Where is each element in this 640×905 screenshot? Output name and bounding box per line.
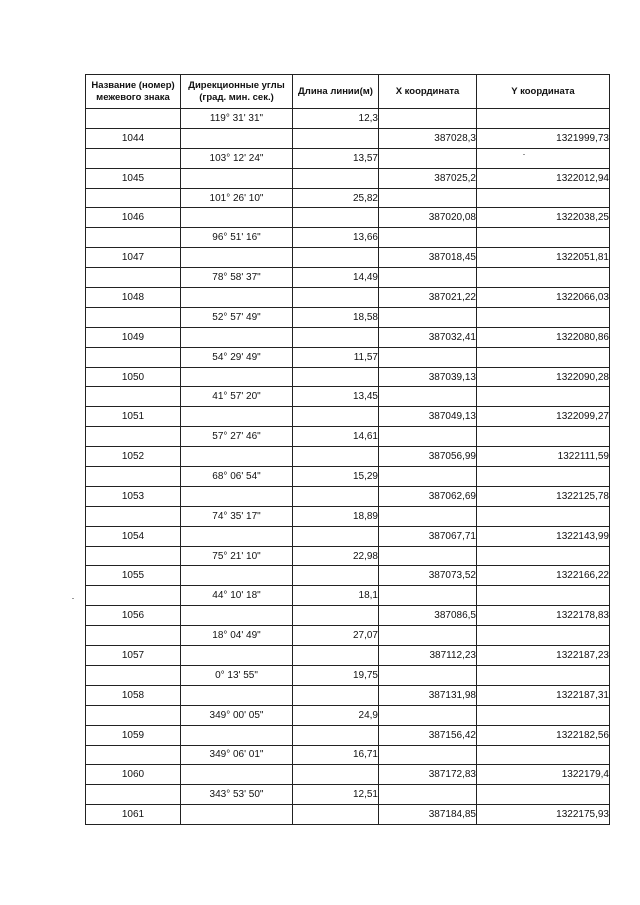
- y-coordinate-cell: 1322066,03: [477, 288, 610, 308]
- x-coordinate-cell: 387056,99: [379, 447, 477, 467]
- line-length-cell: [293, 288, 379, 308]
- line-length-cell: [293, 367, 379, 387]
- line-length-cell: 14,49: [293, 268, 379, 288]
- marker-name-cell: 1051: [86, 407, 181, 427]
- marker-name-cell: 1056: [86, 606, 181, 626]
- y-coordinate-cell: [477, 586, 610, 606]
- table-row: [86, 367, 610, 387]
- marker-name-cell: [86, 188, 181, 208]
- directional-angle-cell: [181, 486, 293, 506]
- header-row: [86, 75, 610, 109]
- table-row: [86, 268, 610, 288]
- table-row: [86, 506, 610, 526]
- directional-angle-cell: 75° 21' 10": [181, 546, 293, 566]
- x-coordinate-cell: 387020,08: [379, 208, 477, 228]
- table-row: [86, 128, 610, 148]
- marker-name-cell: [86, 745, 181, 765]
- directional-angle-cell: 68° 06' 54": [181, 467, 293, 487]
- line-length-cell: 13,66: [293, 228, 379, 248]
- marker-name-cell: 1059: [86, 725, 181, 745]
- y-coordinate-cell: 1322175,93: [477, 805, 610, 825]
- marker-name-cell: 1045: [86, 168, 181, 188]
- table-row: [86, 188, 610, 208]
- table-row: [86, 566, 610, 586]
- line-length-cell: 18,89: [293, 506, 379, 526]
- table-row: [86, 228, 610, 248]
- y-coordinate-cell: [477, 148, 610, 168]
- table-row: [86, 148, 610, 168]
- line-length-cell: 13,45: [293, 387, 379, 407]
- line-length-cell: 27,07: [293, 626, 379, 646]
- y-coordinate-cell: 1322182,56: [477, 725, 610, 745]
- x-coordinate-cell: [379, 148, 477, 168]
- x-coordinate-cell: [379, 347, 477, 367]
- y-coordinate-cell: [477, 745, 610, 765]
- x-coordinate-cell: [379, 467, 477, 487]
- directional-angle-cell: 349° 06' 01": [181, 745, 293, 765]
- header-marker-name: Название (номер) межевого знака: [86, 75, 181, 109]
- marker-name-cell: 1055: [86, 566, 181, 586]
- directional-angle-cell: [181, 168, 293, 188]
- marker-name-cell: 1057: [86, 646, 181, 666]
- header-line-length: Длина линии(м): [293, 75, 379, 109]
- directional-angle-cell: [181, 765, 293, 785]
- line-length-cell: 18,58: [293, 307, 379, 327]
- x-coordinate-cell: [379, 745, 477, 765]
- marker-name-cell: 1049: [86, 327, 181, 347]
- directional-angle-cell: 78° 58' 37": [181, 268, 293, 288]
- directional-angle-cell: [181, 447, 293, 467]
- y-coordinate-cell: [477, 188, 610, 208]
- line-length-cell: [293, 606, 379, 626]
- table-row: [86, 467, 610, 487]
- header-y-coordinate: Y координата: [477, 75, 610, 109]
- y-coordinate-cell: 1322125,78: [477, 486, 610, 506]
- table-row: [86, 407, 610, 427]
- y-coordinate-cell: [477, 387, 610, 407]
- marker-name-cell: 1050: [86, 367, 181, 387]
- directional-angle-cell: [181, 566, 293, 586]
- y-coordinate-cell: [477, 268, 610, 288]
- marker-name-cell: [86, 586, 181, 606]
- x-coordinate-cell: 387032,41: [379, 327, 477, 347]
- line-length-cell: [293, 486, 379, 506]
- directional-angle-cell: [181, 725, 293, 745]
- line-length-cell: [293, 168, 379, 188]
- x-coordinate-cell: 387067,71: [379, 526, 477, 546]
- y-coordinate-cell: [477, 467, 610, 487]
- x-coordinate-cell: [379, 307, 477, 327]
- x-coordinate-cell: [379, 586, 477, 606]
- marker-name-cell: [86, 705, 181, 725]
- table-row: [86, 327, 610, 347]
- line-length-cell: 25,82: [293, 188, 379, 208]
- x-coordinate-cell: [379, 785, 477, 805]
- marker-name-cell: [86, 109, 181, 129]
- marker-name-cell: 1053: [86, 486, 181, 506]
- line-length-cell: [293, 685, 379, 705]
- line-length-cell: [293, 128, 379, 148]
- table-row: [86, 785, 610, 805]
- y-coordinate-cell: 1322099,27: [477, 407, 610, 427]
- line-length-cell: 18,1: [293, 586, 379, 606]
- line-length-cell: 11,57: [293, 347, 379, 367]
- y-coordinate-cell: 1322111,59: [477, 447, 610, 467]
- line-length-cell: 15,29: [293, 467, 379, 487]
- directional-angle-cell: [181, 526, 293, 546]
- x-coordinate-cell: [379, 268, 477, 288]
- scan-speck: [523, 154, 525, 155]
- line-length-cell: [293, 407, 379, 427]
- line-length-cell: 22,98: [293, 546, 379, 566]
- y-coordinate-cell: [477, 228, 610, 248]
- x-coordinate-cell: [379, 109, 477, 129]
- table-row: [86, 586, 610, 606]
- boundary-coordinates-table: [85, 74, 610, 825]
- directional-angle-cell: [181, 646, 293, 666]
- directional-angle-cell: 349° 00' 05": [181, 705, 293, 725]
- y-coordinate-cell: 1322179,4: [477, 765, 610, 785]
- y-coordinate-cell: [477, 785, 610, 805]
- x-coordinate-cell: 387184,85: [379, 805, 477, 825]
- line-length-cell: [293, 566, 379, 586]
- directional-angle-cell: [181, 407, 293, 427]
- directional-angle-cell: 57° 27' 46": [181, 427, 293, 447]
- marker-name-cell: [86, 506, 181, 526]
- x-coordinate-cell: 387039,13: [379, 367, 477, 387]
- marker-name-cell: 1046: [86, 208, 181, 228]
- directional-angle-cell: [181, 327, 293, 347]
- y-coordinate-cell: [477, 307, 610, 327]
- x-coordinate-cell: 387049,13: [379, 407, 477, 427]
- table-row: [86, 765, 610, 785]
- x-coordinate-cell: 387156,42: [379, 725, 477, 745]
- scan-speck: [72, 598, 74, 599]
- directional-angle-cell: [181, 248, 293, 268]
- table-row: [86, 665, 610, 685]
- marker-name-cell: [86, 387, 181, 407]
- marker-name-cell: 1047: [86, 248, 181, 268]
- directional-angle-cell: 343° 53' 50": [181, 785, 293, 805]
- y-coordinate-cell: [477, 546, 610, 566]
- y-coordinate-cell: 1322187,23: [477, 646, 610, 666]
- marker-name-cell: 1044: [86, 128, 181, 148]
- table-row: [86, 626, 610, 646]
- table-row: [86, 447, 610, 467]
- directional-angle-cell: 44° 10' 18": [181, 586, 293, 606]
- x-coordinate-cell: [379, 705, 477, 725]
- y-coordinate-cell: [477, 427, 610, 447]
- table-row: [86, 387, 610, 407]
- line-length-cell: [293, 248, 379, 268]
- directional-angle-cell: [181, 367, 293, 387]
- x-coordinate-cell: 387073,52: [379, 566, 477, 586]
- line-length-cell: [293, 208, 379, 228]
- x-coordinate-cell: 387028,3: [379, 128, 477, 148]
- directional-angle-cell: [181, 805, 293, 825]
- table-row: [86, 486, 610, 506]
- directional-angle-cell: 54° 29' 49": [181, 347, 293, 367]
- y-coordinate-cell: [477, 109, 610, 129]
- line-length-cell: 19,75: [293, 665, 379, 685]
- marker-name-cell: 1048: [86, 288, 181, 308]
- directional-angle-cell: 103° 12' 24": [181, 148, 293, 168]
- x-coordinate-cell: [379, 626, 477, 646]
- line-length-cell: 14,61: [293, 427, 379, 447]
- marker-name-cell: 1054: [86, 526, 181, 546]
- line-length-cell: 13,57: [293, 148, 379, 168]
- directional-angle-cell: 18° 04' 49": [181, 626, 293, 646]
- table-body: [86, 109, 610, 825]
- marker-name-cell: [86, 268, 181, 288]
- y-coordinate-cell: 1322080,86: [477, 327, 610, 347]
- table-row: [86, 109, 610, 129]
- x-coordinate-cell: 387131,98: [379, 685, 477, 705]
- y-coordinate-cell: 1322166,22: [477, 566, 610, 586]
- line-length-cell: 12,51: [293, 785, 379, 805]
- y-coordinate-cell: [477, 705, 610, 725]
- directional-angle-cell: [181, 288, 293, 308]
- directional-angle-cell: 0° 13' 55": [181, 665, 293, 685]
- table-row: [86, 646, 610, 666]
- y-coordinate-cell: [477, 506, 610, 526]
- marker-name-cell: [86, 307, 181, 327]
- table-row: [86, 606, 610, 626]
- marker-name-cell: 1058: [86, 685, 181, 705]
- table-row: [86, 427, 610, 447]
- x-coordinate-cell: [379, 506, 477, 526]
- y-coordinate-cell: 1322187,31: [477, 685, 610, 705]
- directional-angle-cell: [181, 606, 293, 626]
- table-row: [86, 168, 610, 188]
- directional-angle-cell: 74° 35' 17": [181, 506, 293, 526]
- marker-name-cell: [86, 427, 181, 447]
- table-row: [86, 347, 610, 367]
- y-coordinate-cell: 1321999,73: [477, 128, 610, 148]
- directional-angle-cell: 119° 31' 31": [181, 109, 293, 129]
- table-row: [86, 307, 610, 327]
- line-length-cell: [293, 526, 379, 546]
- x-coordinate-cell: [379, 228, 477, 248]
- marker-name-cell: [86, 785, 181, 805]
- table-row: [86, 288, 610, 308]
- y-coordinate-cell: [477, 665, 610, 685]
- x-coordinate-cell: [379, 546, 477, 566]
- table-row: [86, 685, 610, 705]
- directional-angle-cell: [181, 685, 293, 705]
- directional-angle-cell: 101° 26' 10": [181, 188, 293, 208]
- y-coordinate-cell: 1322090,28: [477, 367, 610, 387]
- table-row: [86, 526, 610, 546]
- marker-name-cell: [86, 626, 181, 646]
- line-length-cell: 24,9: [293, 705, 379, 725]
- marker-name-cell: [86, 665, 181, 685]
- y-coordinate-cell: 1322178,83: [477, 606, 610, 626]
- table-header: [86, 75, 610, 109]
- marker-name-cell: [86, 546, 181, 566]
- table-row: [86, 248, 610, 268]
- x-coordinate-cell: [379, 665, 477, 685]
- header-directional-angle: Дирекционные углы (град. мин. сек.): [181, 75, 293, 109]
- directional-angle-cell: 96° 51' 16": [181, 228, 293, 248]
- line-length-cell: 12,3: [293, 109, 379, 129]
- line-length-cell: [293, 725, 379, 745]
- line-length-cell: [293, 765, 379, 785]
- x-coordinate-cell: 387062,69: [379, 486, 477, 506]
- x-coordinate-cell: 387172,83: [379, 765, 477, 785]
- marker-name-cell: [86, 347, 181, 367]
- x-coordinate-cell: 387025,2: [379, 168, 477, 188]
- table-row: [86, 745, 610, 765]
- y-coordinate-cell: 1322051,81: [477, 248, 610, 268]
- table-row: [86, 705, 610, 725]
- header-x-coordinate: X координата: [379, 75, 477, 109]
- table-row: [86, 805, 610, 825]
- marker-name-cell: [86, 148, 181, 168]
- directional-angle-cell: 52° 57' 49": [181, 307, 293, 327]
- table-row: [86, 208, 610, 228]
- directional-angle-cell: [181, 208, 293, 228]
- directional-angle-cell: [181, 128, 293, 148]
- x-coordinate-cell: 387086,5: [379, 606, 477, 626]
- y-coordinate-cell: [477, 347, 610, 367]
- x-coordinate-cell: [379, 188, 477, 208]
- line-length-cell: 16,71: [293, 745, 379, 765]
- y-coordinate-cell: [477, 626, 610, 646]
- x-coordinate-cell: 387018,45: [379, 248, 477, 268]
- x-coordinate-cell: [379, 427, 477, 447]
- x-coordinate-cell: 387112,23: [379, 646, 477, 666]
- marker-name-cell: 1060: [86, 765, 181, 785]
- marker-name-cell: 1061: [86, 805, 181, 825]
- marker-name-cell: [86, 467, 181, 487]
- line-length-cell: [293, 327, 379, 347]
- line-length-cell: [293, 805, 379, 825]
- table-row: [86, 546, 610, 566]
- marker-name-cell: [86, 228, 181, 248]
- x-coordinate-cell: 387021,22: [379, 288, 477, 308]
- line-length-cell: [293, 646, 379, 666]
- y-coordinate-cell: 1322038,25: [477, 208, 610, 228]
- x-coordinate-cell: [379, 387, 477, 407]
- line-length-cell: [293, 447, 379, 467]
- directional-angle-cell: 41° 57' 20": [181, 387, 293, 407]
- marker-name-cell: 1052: [86, 447, 181, 467]
- table-row: [86, 725, 610, 745]
- y-coordinate-cell: 1322012,94: [477, 168, 610, 188]
- y-coordinate-cell: 1322143,99: [477, 526, 610, 546]
